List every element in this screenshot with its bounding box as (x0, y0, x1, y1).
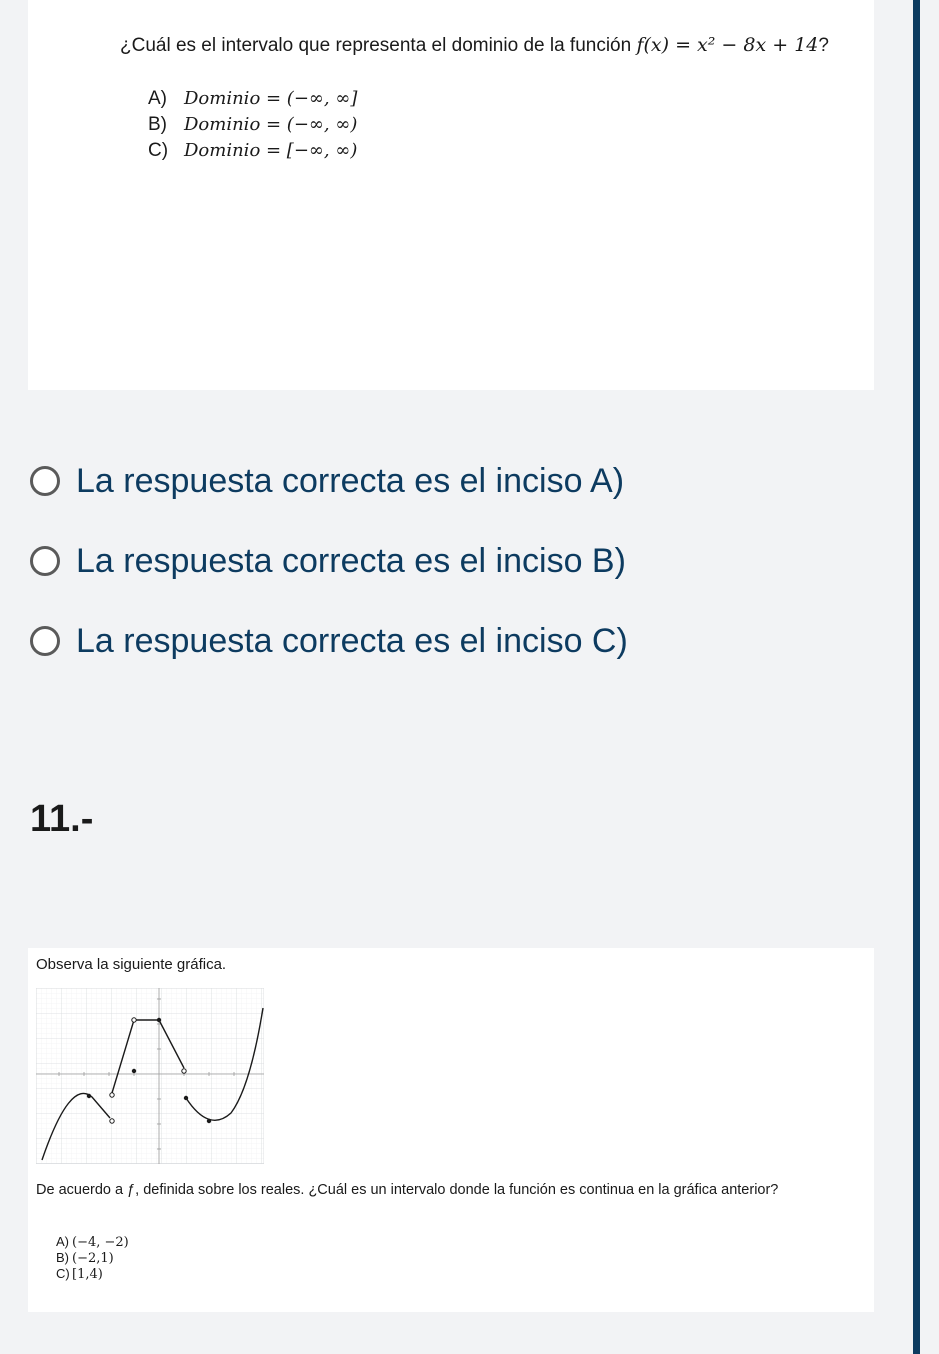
option-b (148, 112, 357, 138)
question-10-prompt (120, 34, 829, 57)
point-open (182, 1069, 186, 1073)
graph-grid (36, 988, 264, 1164)
radio-button[interactable] (30, 626, 60, 656)
option-letter: A) (148, 88, 167, 109)
option-text: Dominio = [−∞, ∞) (184, 140, 358, 161)
option-letter: B) (148, 114, 167, 135)
option-a (56, 1234, 129, 1250)
point-closed (184, 1096, 188, 1100)
option-letter: B) (56, 1250, 69, 1265)
prompt-suffix: ? (818, 35, 829, 56)
answer-label: La respuesta correcta es el inciso A) (76, 461, 625, 500)
question-11-intro: Observa la siguiente gráfica. (36, 956, 227, 973)
point-vertex (87, 1094, 91, 1098)
point-open (110, 1093, 114, 1097)
question-11-options (56, 1234, 129, 1282)
answer-label: La respuesta correcta es el inciso B) (76, 541, 626, 580)
answer-label: La respuesta correcta es el inciso C) (76, 621, 628, 660)
prompt-prefix: ¿Cuál es el intervalo que representa el dominio de la función (120, 35, 637, 56)
radio-button[interactable] (30, 466, 60, 496)
answer-option-b[interactable] (30, 539, 626, 583)
option-text: (−2,1) (72, 1251, 114, 1266)
right-accent-bar (913, 0, 920, 1354)
option-text: (−4, −2) (72, 1235, 129, 1250)
point-isolated (132, 1069, 136, 1073)
option-a (148, 86, 357, 112)
answer-option-c[interactable] (30, 619, 628, 663)
option-text: Dominio = (−∞, ∞] (184, 88, 358, 109)
point-vertex (207, 1119, 211, 1123)
question-11-card (28, 948, 874, 1312)
point-open (110, 1119, 114, 1123)
option-letter: A) (56, 1234, 69, 1249)
function-graph (36, 988, 264, 1164)
prompt-function: f(x) = x² − 8x + 14 (636, 34, 819, 56)
option-c (148, 138, 357, 164)
question-10-card (28, 0, 874, 390)
option-text: [1,4) (72, 1267, 103, 1282)
answer-option-a[interactable] (30, 459, 624, 503)
option-c (56, 1266, 129, 1282)
point-open (132, 1018, 136, 1022)
option-letter: C) (56, 1266, 70, 1281)
option-letter: C) (148, 140, 169, 161)
option-b (56, 1250, 129, 1266)
radio-button[interactable] (30, 546, 60, 576)
question-11-prompt: De acuerdo a ƒ, definida sobre los reales. ¿Cuál es un intervalo donde la función es continua en la gráfica anterior? (36, 1182, 779, 1198)
option-text: Dominio = (−∞, ∞) (184, 114, 358, 135)
question-number: 11.- (30, 798, 94, 840)
question-10-options (148, 86, 357, 164)
